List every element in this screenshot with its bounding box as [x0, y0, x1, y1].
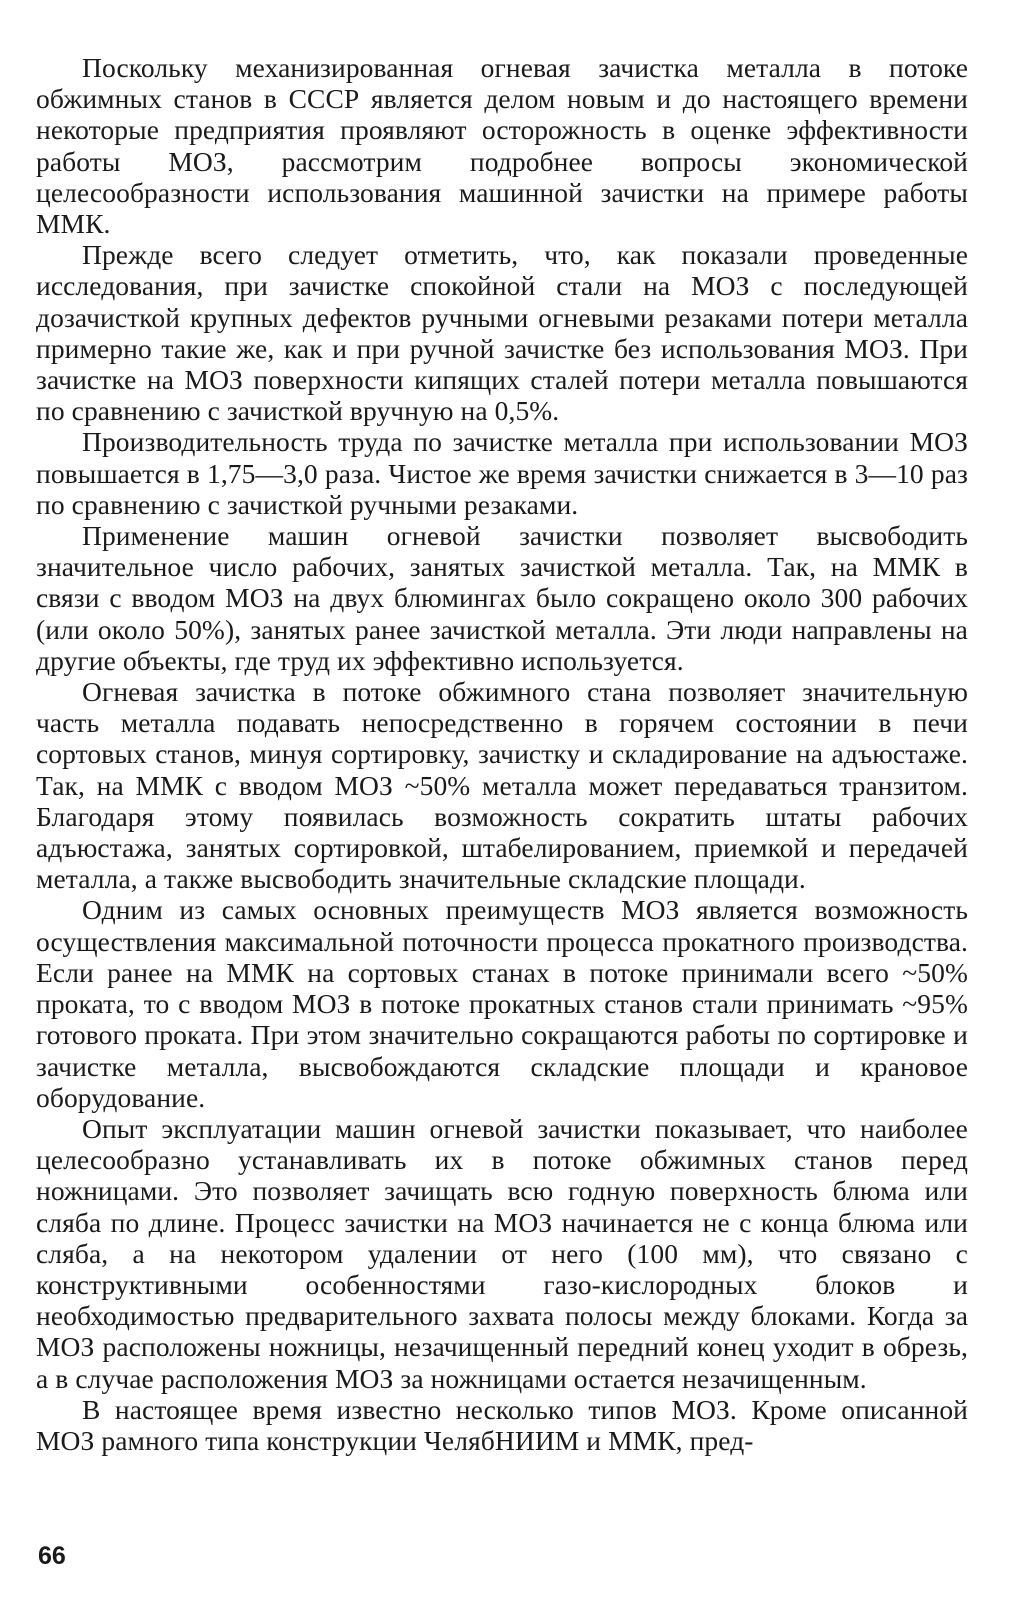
paragraph-3: Производительность труда по зачистке металла при использовании МОЗ повышается в 1,75—3,0 раза. Чистое же время зачистки снижается в 3—10 раз по сравнению с зачисткой ручными резаками. — [36, 426, 968, 520]
paragraph-4: Применение машин огневой зачистки позволяет высвободить значительное число рабочих, занятых зачисткой металла. Так, на ММК в связи с вводом МОЗ на двух блюмингах было сокращено около 300 рабочих (или около 50%), занятых ранее зачисткой металла. Эти люди направлены на другие объекты, где труд их эффективно используется. — [36, 520, 968, 676]
paragraph-8: В настоящее время известно несколько типов МОЗ. Кроме описанной МОЗ рамного типа конструкции ЧелябНИИМ и ММК, пред- — [36, 1393, 968, 1456]
paragraph-2: Прежде всего следует отметить, что, как показали проведенные исследования, при зачистке спокойной стали на МОЗ с последующей дозачисткой крупных дефектов ручными огневыми резаками потери металла примерно такие же, как и при ручной зачистке без использования МОЗ. При зачистке на МОЗ поверхности кипящих сталей потери металла повышаются по сравнению с зачисткой вручную на 0,5%. — [36, 239, 968, 427]
paragraph-7: Опыт эксплуатации машин огневой зачистки показывает, что наиболее целесообразно устанавливать их в потоке обжимных станов перед ножницами. Это позволяет зачищать всю годную поверхность блюма или сляба по длине. Процесс зачистки на МОЗ начинается не с конца блюма или сляба, а на некотором удалении от него (100 мм), что связано с конструктивными особенностями газо-кислородных блоков и необходимостью предварительного захвата полосы между блоками. Когда за МОЗ расположены ножницы, незачищенный передний конец уходит в обрезь, а в случае расположения МОЗ за ножницами остается незачищенным. — [36, 1112, 968, 1394]
paragraph-5: Огневая зачистка в потоке обжимного стана позволяет значительную часть металла подавать непосредственно в горячем состоянии в печи сортовых станов, минуя сортировку, зачистку и складирование на адъюстаже. Так, на ММК с вводом МОЗ ~50% металла может передаваться транзитом. Благодаря этому появилась возможность сократить штаты рабочих адъюстажа, занятых сортировкой, штабелированием, приемкой и передачей металла, а также высвободить значительные складские площади. — [36, 676, 968, 895]
page-body — [36, 52, 968, 1456]
paragraph-6: Одним из самых основных преимуществ МОЗ является возможность осуществления максимальной поточности процесса прокатного производства. Если ранее на ММК на сортовых станах в потоке принимали всего ~50% проката, то с вводом МОЗ в потоке прокатных станов стали принимать ~95% готового проката. При этом значительно сокращаются работы по сортировке и зачистке металла, высвобождаются складские площади и крановое оборудование. — [36, 894, 968, 1113]
paragraph-1: Поскольку механизированная огневая зачистка металла в потоке обжимных станов в СССР является делом новым и до настоящего времени некоторые предприятия проявляют осторожность в оценке эффективности работы МОЗ, рассмотрим подробнее вопросы экономической целесообразности использования машинной зачистки на примере работы ММК. — [36, 52, 968, 240]
page-number: 66 — [38, 1542, 66, 1570]
